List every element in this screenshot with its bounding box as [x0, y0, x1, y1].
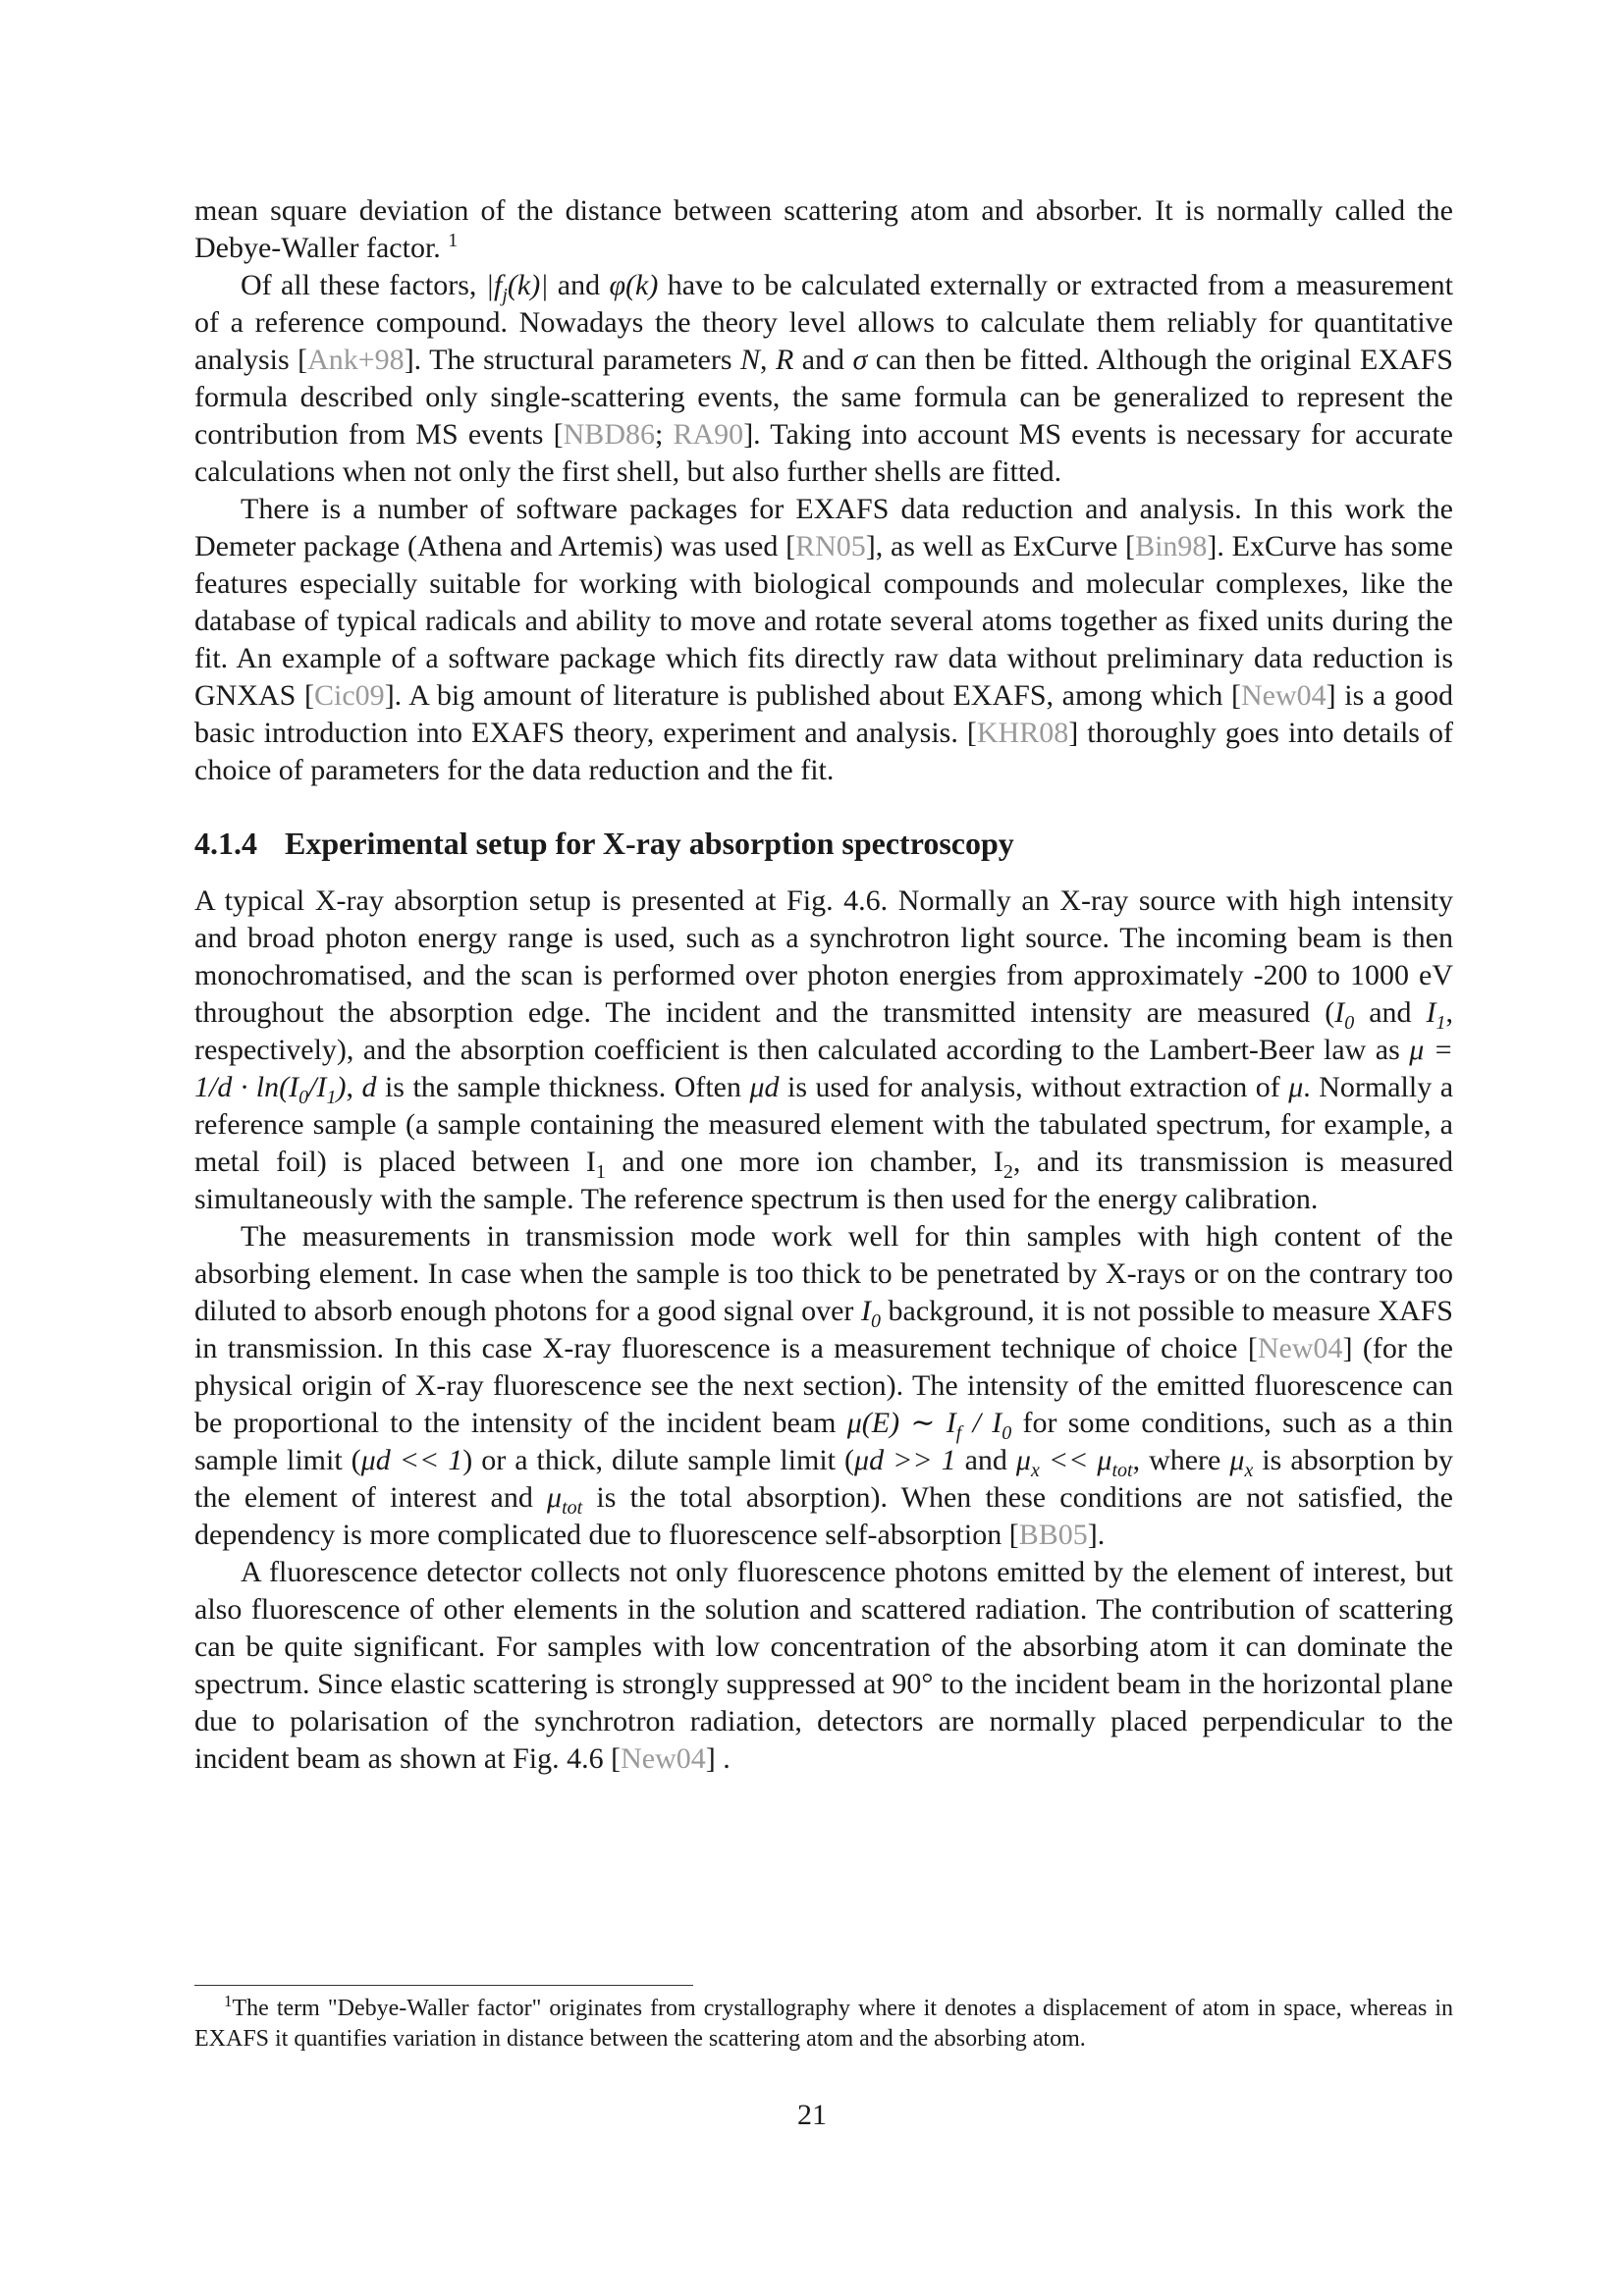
text-run: ] . [705, 1742, 731, 1775]
section-title: Experimental setup for X-ray absorption spectroscopy [285, 826, 1014, 861]
text-run: is the total absorption). When these conditions are not satisfied, the dependency is more complicated due to fluorescence self-absorption [ [194, 1481, 1453, 1551]
citation-ank98[interactable]: Ank+98 [307, 344, 405, 376]
math-sigma: σ [852, 344, 868, 376]
text-run: and [793, 344, 853, 376]
footnote-reference[interactable]: 1 [448, 230, 459, 251]
section-number: 4.1.4 [194, 826, 257, 861]
text-run: A typical X-ray absorption setup is presented at Fig. 4.6. Normally an X-ray source with high intensity and broad photon energy range is used, such as a synchrotron light source. The incoming beam is then monochromatised, and the scan is performed over photon energies from approximately -200 to 1000 eV throughout the absorption edge. The incident and the transmitted intensity are measured ( [194, 884, 1453, 1029]
text-run: ]. A big amount of literature is published about EXAFS, among which [ [384, 679, 1241, 712]
text-run: background, it is not possible to measure XAFS in transmission. In this case X-ray fluorescence is a measurement technique of choice [ [194, 1295, 1453, 1364]
math-d: d [361, 1071, 377, 1103]
citation-bb05[interactable]: BB05 [1018, 1519, 1088, 1551]
subscript: 1 [595, 1161, 606, 1183]
text-run: ] thoroughly goes into details of choice of parameters for the data reduction and the fit. [194, 717, 1453, 786]
citation-khr08[interactable]: KHR08 [976, 717, 1069, 749]
paragraph-software [194, 491, 1453, 789]
footnote-rule [194, 1985, 693, 1986]
text-run: ] is a good basic introduction into EXAFS theory, experiment and analysis. [ [194, 679, 1453, 749]
page-number: 21 [797, 2099, 827, 2131]
text-run: ; [654, 418, 674, 451]
text-run: is absorption by the element of interest and [194, 1444, 1454, 1514]
text-run: and [955, 1444, 1016, 1476]
footnote-text: The term "Debye-Waller factor" originates from crystallography where it denotes a displacement of atom in space, whereas in EXAFS it quantifies variation in distance between the scattering atom and the absorbing atom. [194, 1996, 1453, 2052]
citation-bin98[interactable]: Bin98 [1135, 530, 1208, 562]
subscript: 2 [1002, 1161, 1013, 1183]
math-lambert-beer: $\mu = 1/d \cdot \ln(I_0/I_1)$ [194, 1034, 1453, 1108]
text-run: , respectively), and the absorption coefficient is then calculated according to the Lambert-Beer law as [194, 996, 1453, 1066]
citation-rn05[interactable]: RN05 [795, 530, 866, 562]
text-run: ]. [1087, 1519, 1106, 1551]
paragraph-text: mean square deviation of the distance between scattering atom and absorber. It is normally called the Debye-Waller factor. [194, 194, 1453, 264]
text-run: ] (for the physical origin of X-ray fluorescence see the next section). The intensity of the emitted fluorescence can be proportional to the intensity of the incident beam [194, 1332, 1453, 1439]
text-run: and one more ion chamber, I [605, 1146, 1003, 1178]
text-run: ]. The structural parameters [404, 344, 740, 376]
text-run: , where [1132, 1444, 1230, 1476]
math-mu-x: $\mu_x$ [1229, 1444, 1254, 1481]
text-run: and [548, 269, 610, 301]
math-r: R [775, 344, 794, 376]
math-i1: $I_1$ [1426, 996, 1446, 1034]
text-run: ]. ExCurve has some features especially suitable for working with biological compounds and molecular complexes, like the database of typical radicals and ability to move and rotate several atoms together as fixed units during the fit. An example of a software package which fits directly raw data without preliminary data reduction is GNXAS [ [194, 530, 1453, 712]
math-mu-ratio: $\mu_x << \mu_{tot}$ [1015, 1444, 1133, 1481]
math-i0: $I_0$ [1334, 996, 1355, 1034]
math-mu: μ [1288, 1071, 1304, 1103]
text-run: for some conditions, such as a thin sample limit ( [194, 1407, 1453, 1476]
text-run: ) or a thick, dilute sample limit ( [462, 1444, 855, 1476]
citation-new04[interactable]: New04 [621, 1742, 706, 1775]
paragraph-setup [194, 882, 1453, 1218]
text-run: A fluorescence detector collects not only fluorescence photons emitted by the element of interest, but also fluorescence of other elements in the solution and scattered radiation. The contribution of scattering can be quite significant. For samples with low concentration of the absorbing atom it can dominate the spectrum. Since elastic scattering is strongly suppressed at 90° to the incident beam in the horizontal plane due to polarisation of the synchrotron radiation, detectors are normally placed perpendicular to the incident beam as shown at Fig. 4.6 [ [194, 1556, 1453, 1775]
footnote-mark: 1 [224, 1992, 233, 2010]
math-fluorescence: μ(E) ∼ $I_f / I_0$ [846, 1407, 1012, 1444]
math-phi: φ(k) [609, 269, 659, 301]
citation-new04[interactable]: New04 [1240, 679, 1326, 712]
math-mud: μd [749, 1071, 780, 1103]
math-n: N [739, 344, 760, 376]
citation-nbd86[interactable]: NBD86 [563, 418, 655, 451]
math-thick-limit: μd >> 1 [854, 1444, 956, 1476]
text-run: is used for analysis, without extraction of [779, 1071, 1289, 1103]
citation-new04[interactable]: New04 [1257, 1332, 1343, 1364]
paragraph-detector [194, 1554, 1453, 1778]
text-run: is the sample thickness. Often [376, 1071, 750, 1103]
text-run: ]. Taking into account MS events is necessary for accurate calculations when not only the first shell, but also further shells are fitted. [194, 418, 1453, 488]
text-run: , [759, 344, 776, 376]
text-run: have to be calculated externally or extracted from a measurement of a reference compound. Nowadays the theory level allows to calculate them reliably for quantitative analysis [ [194, 269, 1453, 376]
text-run: can then be fitted. Although the original EXAFS formula described only single-scattering events, the same formula can be generalized to represent the contribution from MS events [ [194, 344, 1453, 451]
section-heading [194, 824, 1453, 863]
text-run: Of all these factors, [241, 269, 486, 301]
text-run: There is a number of software packages for EXAFS data reduction and analysis. In this work the Demeter package (Athena and Artemis) was used [ [194, 493, 1453, 562]
paragraph-debye-waller [194, 192, 1453, 267]
paragraph-transmission [194, 1218, 1453, 1554]
footnote [194, 1994, 1453, 2055]
text-run: . Normally a reference sample (a sample containing the measured element with the tabulated spectrum, for example, a metal foil) is placed between I [194, 1071, 1454, 1178]
paragraph-factors [194, 267, 1453, 491]
text-run: , [346, 1071, 362, 1103]
citation-ra90[interactable]: RA90 [673, 418, 744, 451]
math-mu-tot: $\mu_{tot}$ [547, 1481, 583, 1519]
text-run: , and its transmission is measured simultaneously with the sample. The reference spectrum is then used for the energy calibration. [194, 1146, 1454, 1215]
text-run: The measurements in transmission mode work well for thin samples with high content of the absorbing element. In case when the sample is too thick to be penetrated by X-rays or on the contrary too diluted to absorb enough photons for a good signal over [194, 1220, 1453, 1327]
math-fj: $|f_j(k)|$ [485, 269, 549, 306]
citation-cic09[interactable]: Cic09 [314, 679, 385, 712]
text-run: ], as well as ExCurve [ [865, 530, 1136, 562]
math-thin-limit: μd << 1 [360, 1444, 463, 1476]
text-run: and [1354, 996, 1427, 1029]
page-body [194, 192, 1453, 1778]
math-i0: $I_0$ [860, 1295, 881, 1332]
